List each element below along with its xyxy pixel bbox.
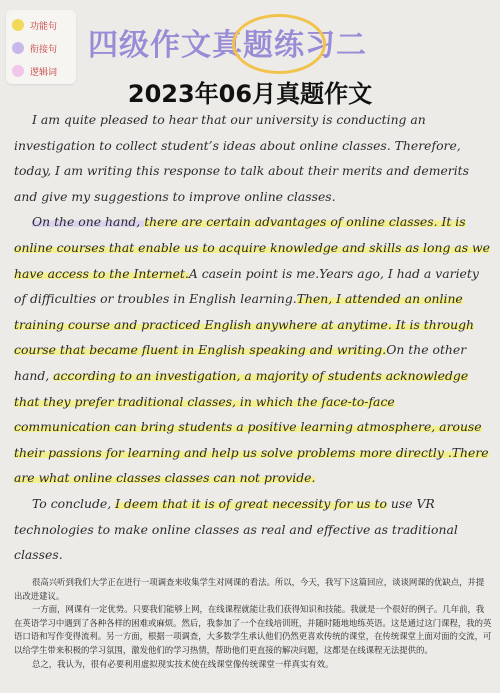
legend-label: 衔接句	[30, 44, 58, 55]
banner-title: 四级作文真题练习二	[88, 28, 367, 63]
highlighted-sentence: there are certain advantages of online classes. It is online courses that enable us to acquire knowledge and skills as long as we have access to the Internet.	[14, 214, 490, 281]
legend-item-function-sentence	[12, 17, 57, 33]
conclusion-sentence: use VR technologies to make online classes as real and effective as traditional classes.	[14, 495, 458, 563]
legend-label: 逻辑词	[30, 67, 58, 78]
legend-label: 功能句	[30, 21, 58, 32]
highlighted-sentence: Then, I attended an online training course and practiced English anywhere at anytime. It is through course that became fluent in English speaking and writing.	[14, 291, 475, 358]
transition-phrase: On the one hand,	[32, 214, 145, 230]
essay-paragraph-conclusion	[14, 491, 490, 568]
translation-paragraph: 总之，我认为，很有必要利用虚拟现实技术使在线课堂像传统课堂一样真实有效。	[32, 658, 334, 669]
essay-paragraph-body	[14, 209, 490, 491]
highlighted-sentence: according to an investigation, a majority of students acknowledge that they prefer traditional classes, in which the face-to-face communication can bring students a positive learning atmosphere, arouse their passions for learning and help us solve problems more directly .There are what online classes classes can not provide.	[14, 367, 489, 486]
page-title: 2023年06月真题作文	[127, 80, 373, 108]
purple-dot-icon	[12, 42, 24, 54]
translation-paragraph: 一方面，网课有一定优势。只要我们能够上网，在线课程就能让我们获得知识和技能。我就是一个很好的例子。几年前，我在英语学习中遇到了各种各样的困难或麻烦。然后，我参加了一个在线培训班，并随时随地地练英语。这是通过这门课程，我的英语口语和写作变得流利。另一方面，根据一项调查，大多数学生承认他们仍然更喜欢传统的课堂，在传统课堂上面对面的交流，可以给学生带来积极的学习氛围，激发他们的学习热情，帮助他们更直接的解决问题，这都是在线课程无法提供的。	[14, 604, 492, 655]
highlighted-sentence: I deem that it is of great necessity for us to	[115, 495, 387, 511]
translation-paragraph: 很高兴听到我们大学正在进行一项调查来收集学生对网课的看法。所以，今天，我写下这篇回应，谈谈网课的优缺点，并提出改进建议。	[14, 577, 485, 601]
essay-paragraph-intro: I am quite pleased to hear that our university is conducting an investigation to collect student’s ideas about online classes. Therefore, today, I am writing this response to talk about their merits and demerits and give my suggestions to improve online classes.	[14, 112, 470, 204]
transition-phrase: On the other hand,	[14, 342, 467, 383]
highlight-legend	[6, 10, 76, 84]
example-sentence: A casein point is me.Years ago, I had a variety of difficulties or troubles in English learning.	[14, 265, 479, 307]
essay-body	[14, 107, 490, 568]
chinese-translation	[14, 576, 492, 671]
legend-item-transition-sentence	[12, 40, 57, 56]
highlight-circle-decoration	[232, 14, 326, 74]
transition-phrase: To conclude,	[32, 495, 116, 511]
yellow-dot-icon	[12, 19, 24, 31]
